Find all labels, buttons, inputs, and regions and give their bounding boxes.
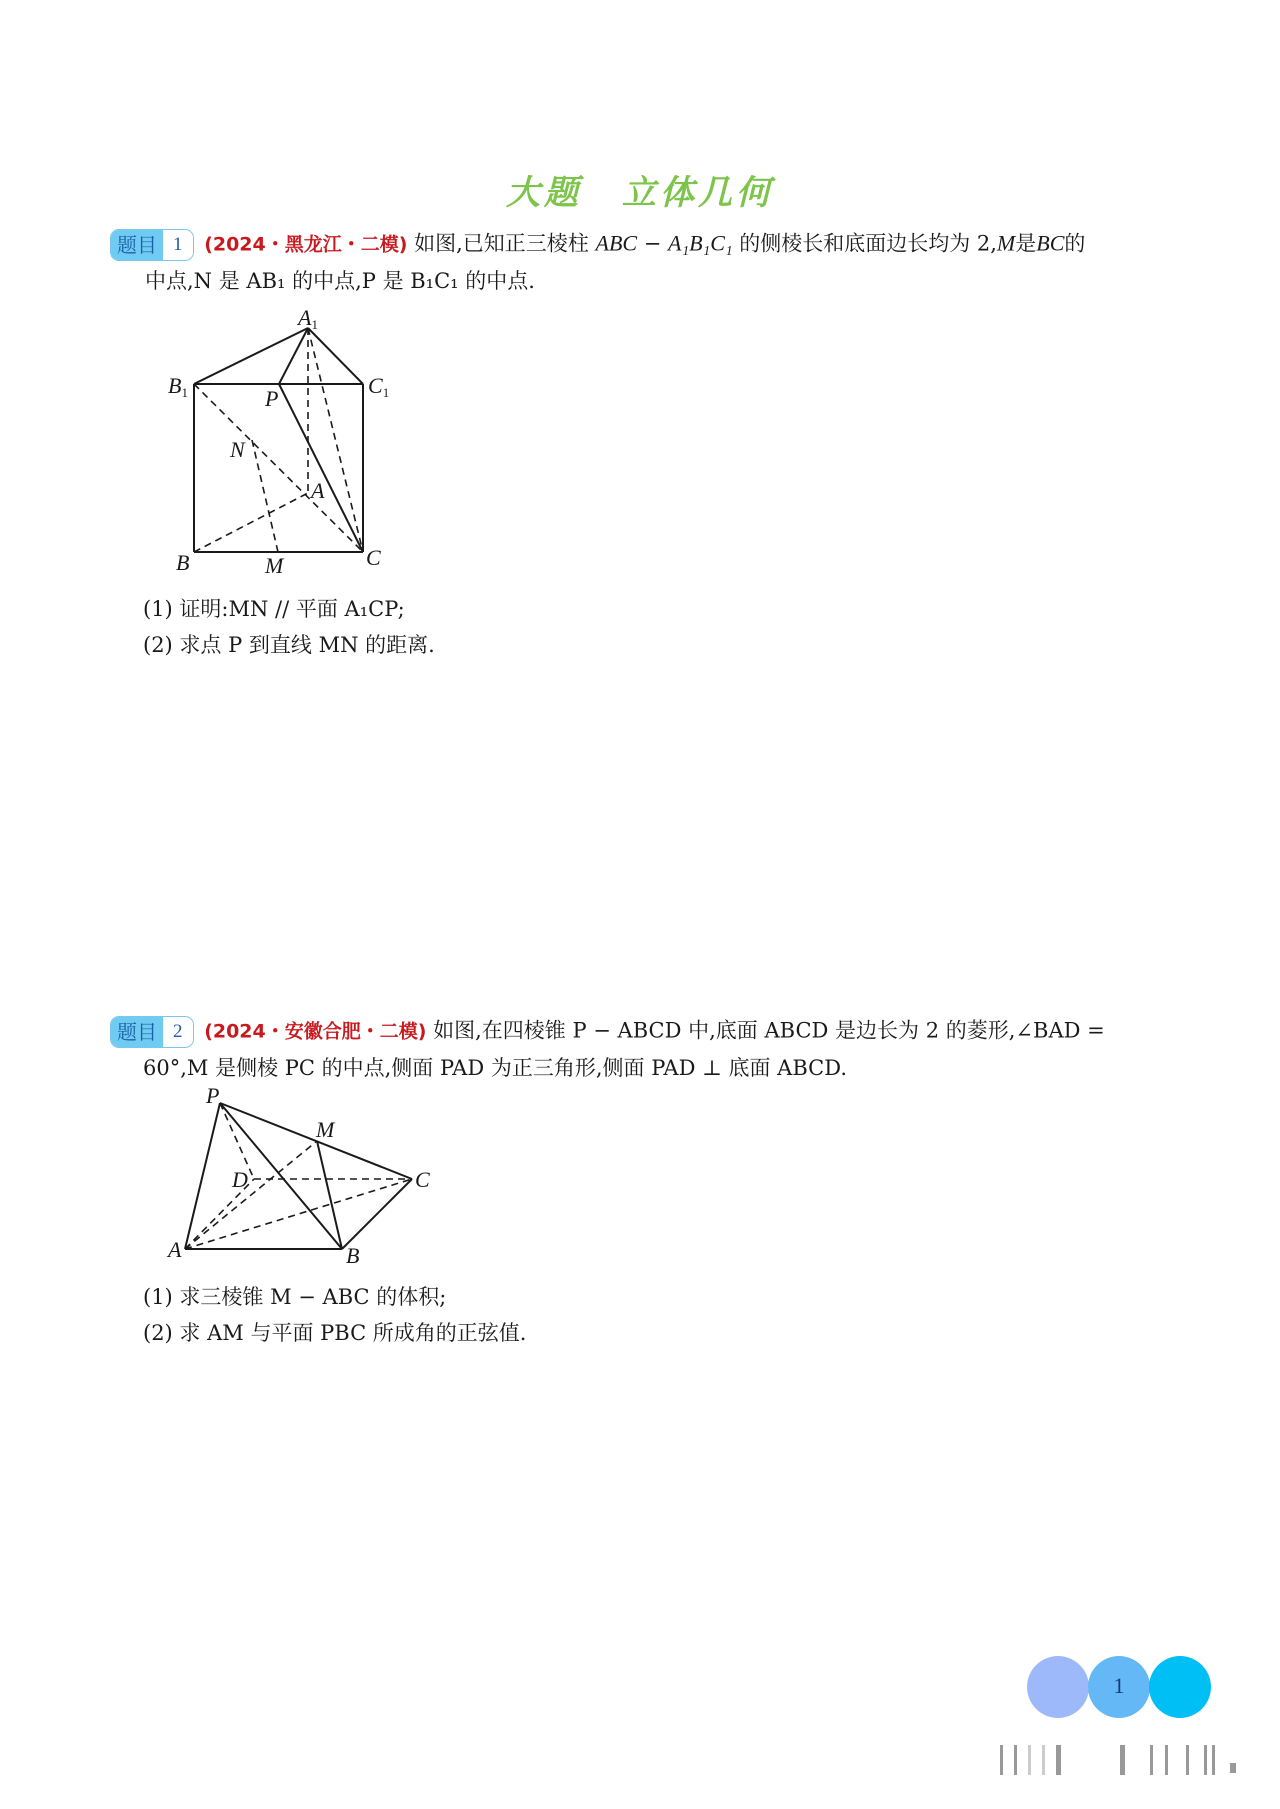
page-number: 1 bbox=[1113, 1673, 1125, 1698]
problem-2-stem-line1 bbox=[110, 1016, 1105, 1048]
label-P: P bbox=[206, 1085, 220, 1108]
label-N: N bbox=[230, 437, 245, 462]
problem-2-figure-pyramid bbox=[150, 1085, 450, 1275]
problem-1-stem-line1 bbox=[110, 229, 1085, 261]
label-A: A bbox=[311, 478, 325, 503]
stem-text: 的 bbox=[1064, 231, 1086, 256]
problem-2-badge bbox=[110, 1016, 194, 1048]
badge-label: 题目 bbox=[111, 230, 163, 260]
title-part2: 立体几何 bbox=[622, 173, 774, 213]
title-part1: 大题 bbox=[506, 173, 582, 213]
label-M: M bbox=[265, 553, 284, 578]
stem-math: M bbox=[996, 230, 1016, 256]
stem-dash: − bbox=[637, 231, 669, 256]
scan-artifact-bars bbox=[990, 1745, 1250, 1775]
label-P: P bbox=[265, 386, 279, 411]
stem-math: ABC bbox=[595, 230, 638, 256]
stem-math: A₁B₁C₁ bbox=[668, 230, 733, 256]
stem-math: BC bbox=[1036, 230, 1065, 256]
page-indicator bbox=[1027, 1656, 1247, 1718]
label-B: B bbox=[346, 1243, 360, 1268]
badge-number: 2 bbox=[163, 1017, 193, 1047]
label-M: M bbox=[316, 1117, 335, 1142]
problem-1-question-2: (2) 求点 P 到直线 MN 的距离. bbox=[143, 633, 435, 657]
label-C: C bbox=[415, 1167, 430, 1192]
label-C1: C1 bbox=[368, 373, 390, 400]
stem-text: 是 bbox=[1015, 231, 1037, 256]
stem-text: 如图,在四棱锥 P − ABCD 中,底面 ABCD 是边长为 2 的菱形,∠BAD = bbox=[433, 1018, 1105, 1043]
stem-text: 的侧棱长和底面边长均为 2, bbox=[739, 231, 997, 256]
page-title bbox=[0, 165, 1280, 214]
label-B: B bbox=[176, 550, 190, 575]
label-D: D bbox=[232, 1167, 248, 1192]
page-dot-left bbox=[1027, 1656, 1089, 1718]
problem-2-source: (2024・安徽合肥・二模) bbox=[204, 1020, 427, 1043]
label-A: A bbox=[168, 1237, 182, 1262]
problem-1-stem-line2: 中点,N 是 AB₁ 的中点,P 是 B₁C₁ 的中点. bbox=[145, 269, 535, 293]
problem-2-stem-line2: 60°,M 是侧棱 PC 的中点,侧面 PAD 为正三角形,侧面 PAD ⊥ 底面 ABCD. bbox=[143, 1056, 848, 1080]
problem-1-question-1: (1) 证明:MN // 平面 A₁CP; bbox=[143, 597, 405, 621]
problem-1-source: (2024・黑龙江・二模) bbox=[204, 233, 408, 256]
label-C: C bbox=[366, 545, 381, 570]
problem-1-badge bbox=[110, 229, 194, 261]
problem-2-question-1: (1) 求三棱锥 M − ABC 的体积; bbox=[143, 1285, 447, 1309]
problem-1-figure-prism bbox=[150, 295, 450, 585]
label-B1: B1 bbox=[168, 373, 188, 400]
problem-2-question-2: (2) 求 AM 与平面 PBC 所成角的正弦值. bbox=[143, 1321, 527, 1345]
stem-text: 如图,已知正三棱柱 bbox=[414, 231, 589, 256]
label-A1: A1 bbox=[298, 305, 318, 332]
badge-label: 题目 bbox=[111, 1017, 163, 1047]
page-dot-current bbox=[1088, 1656, 1150, 1718]
badge-number: 1 bbox=[163, 230, 193, 260]
page-dot-right bbox=[1149, 1656, 1211, 1718]
